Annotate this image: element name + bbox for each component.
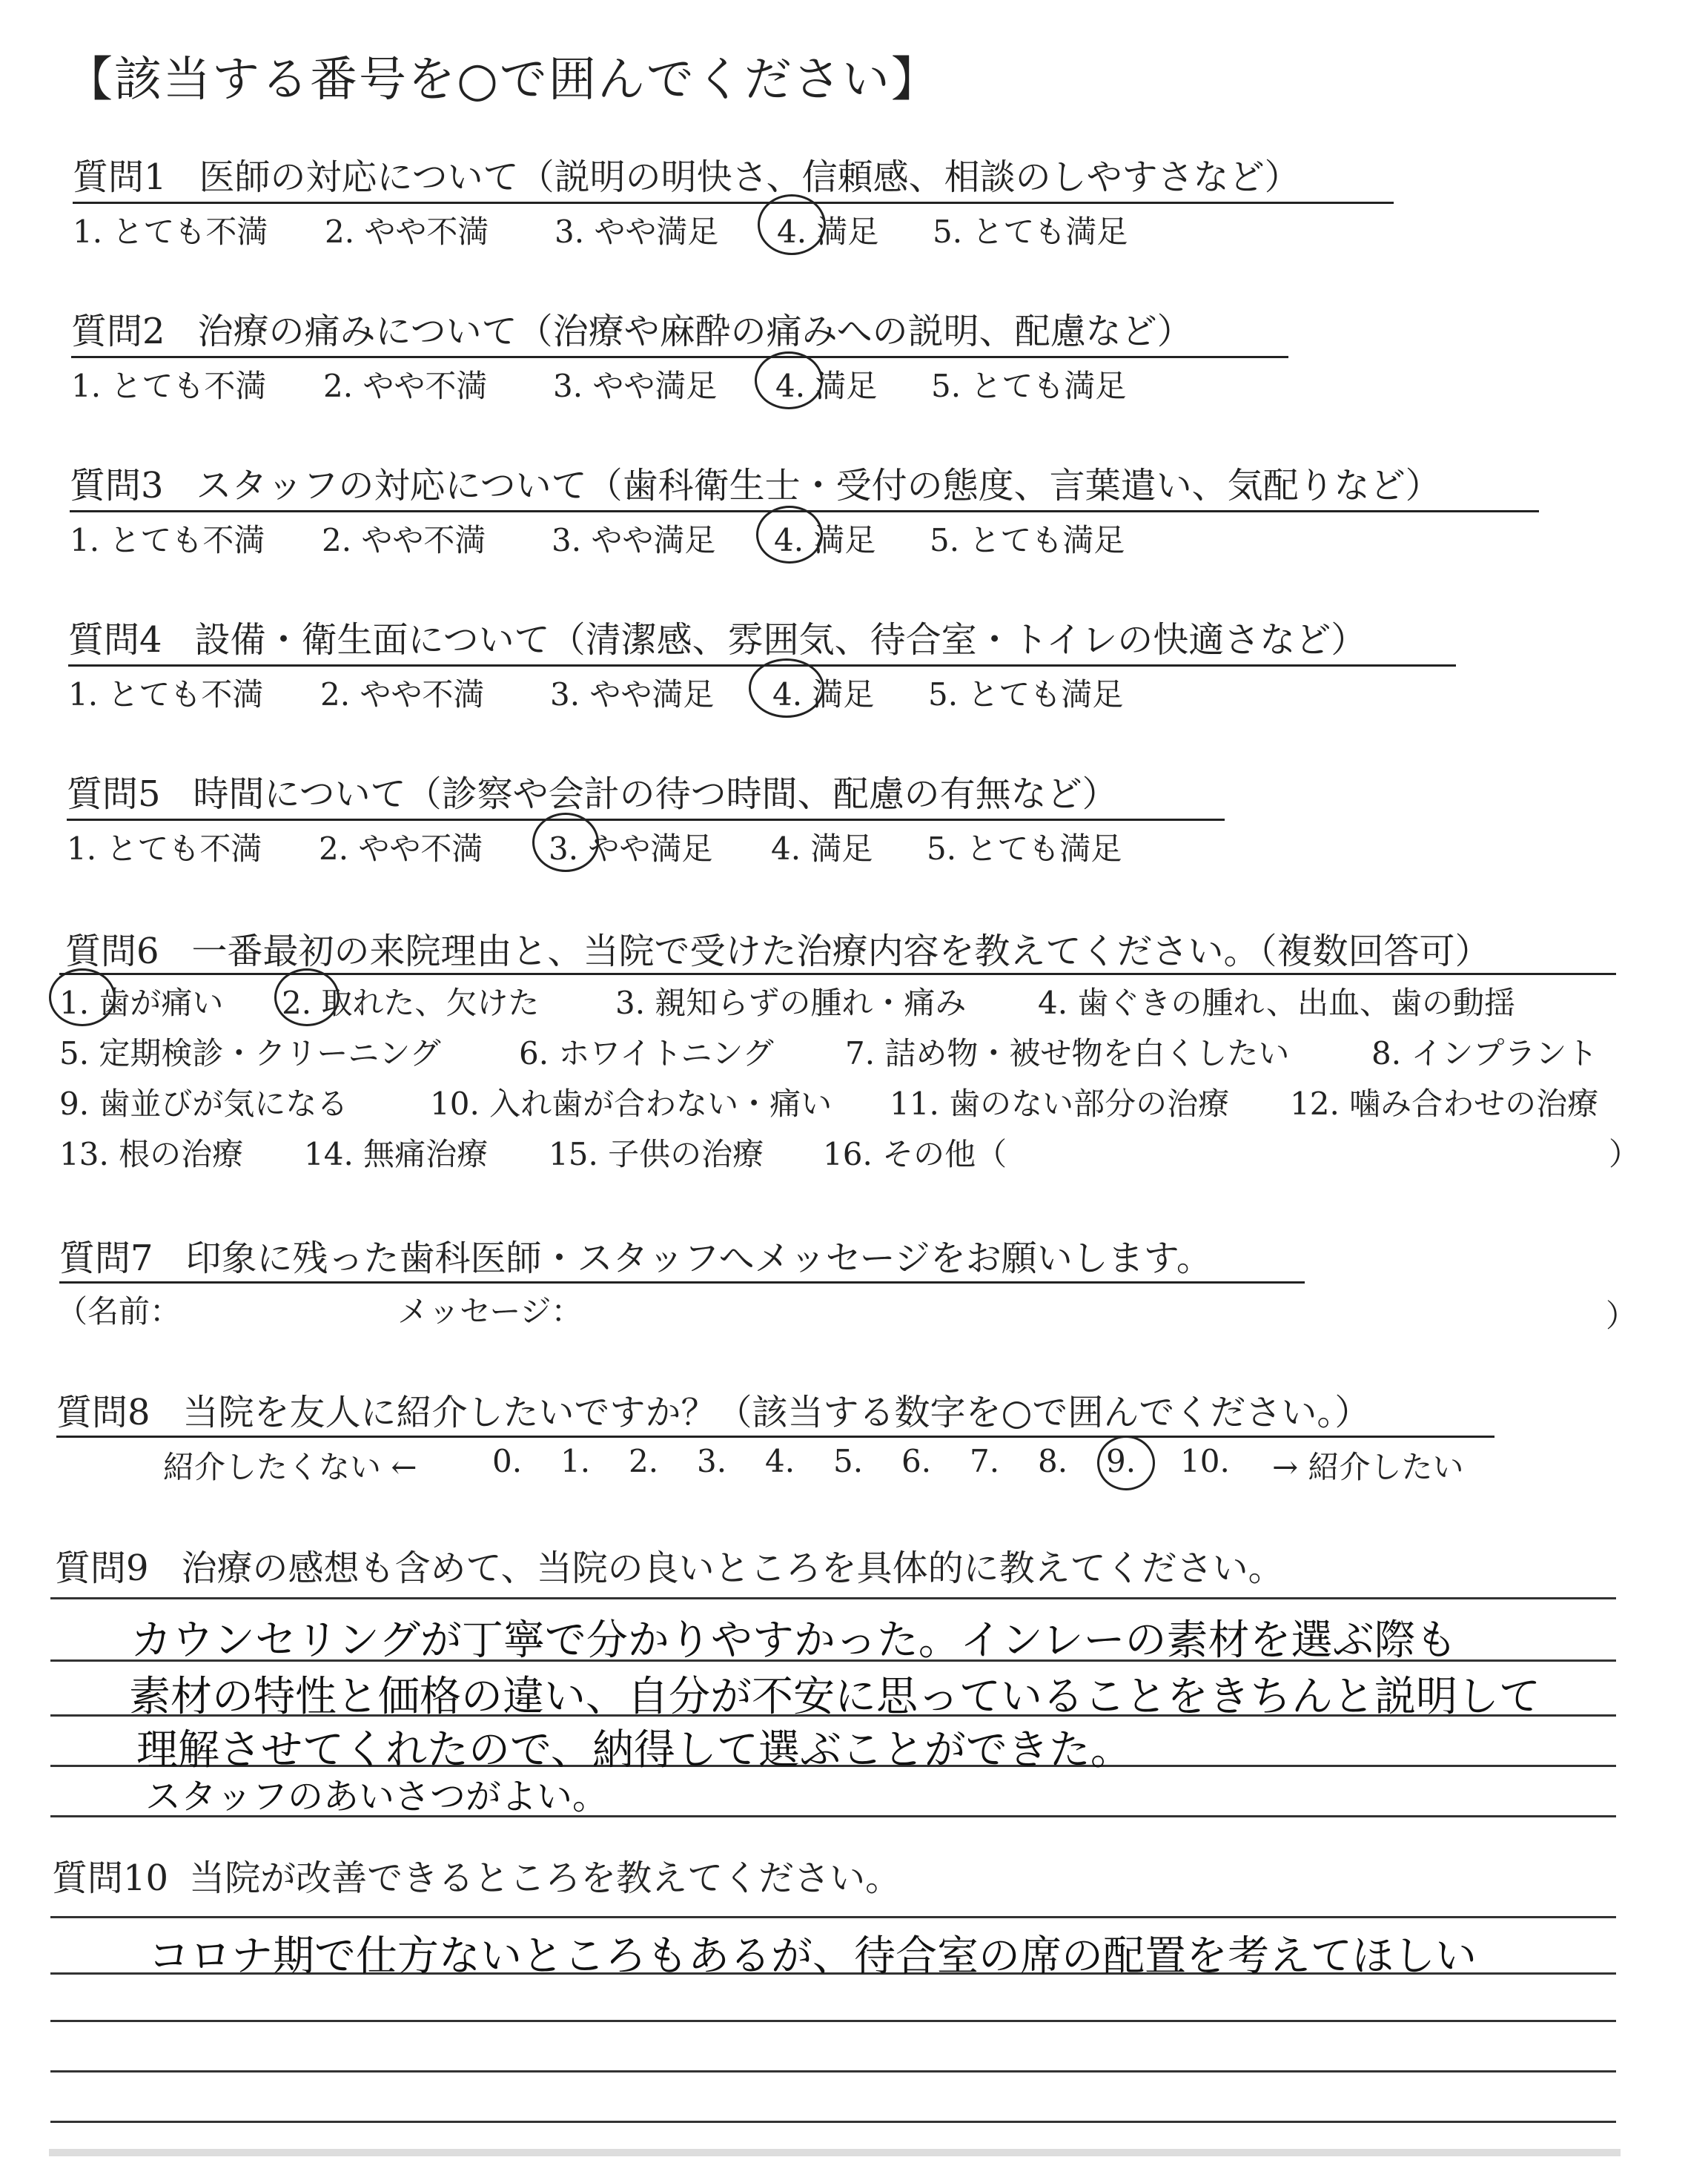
q10-answer-line-1: コロナ期で仕方ないところもあるが、待合室の席の配置を考えてほしい — [148, 1932, 1477, 1981]
q6-option-14[interactable]: 14. 無痛治療 — [304, 1136, 489, 1172]
question-1-text: 医師の対応について（説明の明快さ、信頼感、相談のしやすさなど） — [199, 156, 1300, 198]
q8-number-10[interactable]: 10. — [1180, 1443, 1230, 1479]
q5-selection-circle — [532, 813, 599, 872]
question-4-title — [68, 611, 1366, 662]
q8-number-2[interactable]: 2. — [629, 1443, 659, 1479]
q4-selection-circle — [749, 658, 824, 718]
answer-line — [50, 1916, 1616, 1918]
q6-option-6[interactable]: 6. ホワイトニング — [519, 1035, 774, 1071]
question-8-text: 当院を友人に紹介したいですか？（該当する数字を○で囲んでください。） — [182, 1392, 1371, 1433]
q6-option-15[interactable]: 15. 子供の治療 — [549, 1136, 764, 1172]
question-9-label: 質問9 — [55, 1548, 149, 1589]
question-9-title — [55, 1539, 1284, 1591]
q4-option-1[interactable]: 1. とても不満 — [68, 676, 264, 713]
question-6-text: 一番最初の来院理由と、当院で受けた治療内容を教えてください。（複数回答可） — [191, 931, 1491, 972]
q4-option-3[interactable]: 3. やや満足 — [550, 676, 715, 713]
q4-option-5[interactable]: 5. とても満足 — [928, 676, 1124, 713]
q1-option-2[interactable]: 2. やや不満 — [325, 214, 489, 250]
q3-option-2[interactable]: 2. やや不満 — [322, 522, 486, 558]
q6-selection-circle-2 — [274, 968, 340, 1026]
q6-option-9[interactable]: 9. 歯並びが気になる — [59, 1086, 348, 1122]
q5-option-3[interactable]: 3. やや満足 — [549, 830, 713, 867]
q6-option-8[interactable]: 8. インプラント — [1371, 1035, 1598, 1071]
question-2-label: 質問2 — [71, 311, 165, 352]
question-8-title — [56, 1384, 1370, 1435]
question-1-title — [73, 148, 1300, 199]
question-7-title — [59, 1229, 1212, 1281]
question-3-text: スタッフの対応について（歯科衛生士・受付の態度、言葉遣い、気配りなど） — [196, 465, 1441, 506]
question-1-label: 質問1 — [73, 156, 167, 198]
question-7-label: 質問7 — [59, 1238, 153, 1279]
q8-number-1[interactable]: 1. — [560, 1443, 591, 1479]
page-bottom-edge — [49, 2149, 1621, 2156]
q9-answer-line-4: スタッフのあいさつがよい。 — [145, 1776, 609, 1817]
q6-option-11[interactable]: 11. 歯のない部分の治療 — [890, 1086, 1230, 1122]
q7-close-paren: ） — [1606, 1298, 1638, 1334]
question-2-title — [71, 303, 1193, 354]
question-8-rule — [56, 1436, 1494, 1438]
q8-left-label: 紹介したくない ← — [163, 1449, 417, 1485]
q1-option-5[interactable]: 5. とても満足 — [933, 214, 1128, 250]
q8-number-9[interactable]: 9. — [1106, 1443, 1136, 1479]
q6-selection-circle-1 — [49, 968, 116, 1026]
q8-number-8[interactable]: 8. — [1038, 1443, 1068, 1479]
answer-line — [50, 1597, 1616, 1599]
q1-option-1[interactable]: 1. とても不満 — [73, 214, 268, 250]
q5-option-2[interactable]: 2. やや不満 — [319, 830, 483, 867]
question-5-text: 時間について（診察や会計の待つ時間、配慮の有無など） — [193, 773, 1118, 815]
q8-number-5[interactable]: 5. — [833, 1443, 864, 1479]
q5-option-1[interactable]: 1. とても不満 — [67, 830, 262, 867]
q8-number-0[interactable]: 0. — [492, 1443, 523, 1479]
q1-option-3[interactable]: 3. やや満足 — [555, 214, 719, 250]
question-5-title — [67, 765, 1118, 816]
q9-answer-line-1: カウンセリングが丁寧で分かりやすかった。インレーの素材を選ぶ際も — [130, 1616, 1457, 1665]
q8-number-4[interactable]: 4. — [765, 1443, 795, 1479]
q9-answer-line-2: 素材の特性と価格の違い、自分が不安に思っていることをきちんと説明して — [129, 1673, 1540, 1721]
question-4-text: 設備・衛生面について（清潔感、雰囲気、待合室・トイレの快適さなど） — [194, 619, 1367, 661]
question-8-scale — [163, 1443, 1497, 1487]
q7-name-label: （名前： — [56, 1293, 182, 1330]
question-1-rule — [73, 202, 1394, 204]
question-8-label: 質問8 — [56, 1392, 150, 1433]
q5-option-5[interactable]: 5. とても満足 — [927, 830, 1122, 867]
question-9-text: 治療の感想も含めて、当院の良いところを具体的に教えてください。 — [181, 1548, 1284, 1589]
q2-option-3[interactable]: 3. やや満足 — [553, 368, 718, 404]
question-3-label: 質問3 — [70, 465, 164, 506]
question-2-rule — [71, 356, 1288, 358]
q6-option-3[interactable]: 3. 親知らずの腫れ・痛み — [615, 985, 967, 1021]
question-7-rule — [59, 1281, 1305, 1284]
q2-option-1[interactable]: 1. とても不満 — [71, 368, 267, 404]
question-5-rule — [67, 819, 1225, 821]
q6-option-12[interactable]: 12. 噛み合わせの治療 — [1290, 1086, 1599, 1122]
question-10-title — [52, 1849, 901, 1900]
q6-option-13[interactable]: 13. 根の治療 — [59, 1136, 244, 1172]
q6-option-16[interactable]: 16. その他（ — [823, 1136, 1007, 1172]
q3-option-1[interactable]: 1. とても不満 — [70, 522, 265, 558]
q5-option-4[interactable]: 4. 満足 — [771, 830, 873, 867]
q3-option-3[interactable]: 3. やや満足 — [552, 522, 716, 558]
question-3-title — [70, 457, 1441, 508]
q3-selection-circle — [756, 506, 823, 564]
answer-line — [50, 2121, 1616, 2123]
q6-option-10[interactable]: 10. 入れ歯が合わない・痛い — [430, 1086, 833, 1122]
question-10-label: 質問10 — [52, 1857, 169, 1899]
answer-line — [50, 2020, 1616, 2022]
q6-other-close-paren: ） — [1609, 1136, 1641, 1172]
q6-option-4[interactable]: 4. 歯ぐきの腫れ、出血、歯の動揺 — [1038, 985, 1515, 1021]
q4-option-4[interactable]: 4. 満足 — [772, 676, 875, 713]
q2-selection-circle — [755, 351, 823, 409]
q8-number-6[interactable]: 6. — [901, 1443, 932, 1479]
q8-right-label: → 紹介したい — [1272, 1449, 1464, 1485]
q2-option-2[interactable]: 2. やや不満 — [323, 368, 488, 404]
question-6-label: 質問6 — [65, 931, 159, 972]
q7-message-label: メッセージ： — [397, 1293, 583, 1330]
q1-option-4[interactable]: 4. 満足 — [777, 214, 879, 250]
question-4-label: 質問4 — [68, 619, 162, 661]
question-6-title — [65, 922, 1491, 974]
q9-answer-line-3: 理解させてくれたので、納得して選ぶことができた。 — [136, 1726, 1132, 1774]
q3-option-5[interactable]: 5. とても満足 — [930, 522, 1125, 558]
q6-option-1[interactable]: 1. 歯が痛い — [59, 985, 224, 1021]
q8-number-3[interactable]: 3. — [697, 1443, 727, 1479]
q1-selection-circle — [758, 194, 826, 255]
q2-option-5[interactable]: 5. とても満足 — [931, 368, 1127, 404]
q6-option-5[interactable]: 5. 定期検診・クリーニング — [59, 1035, 441, 1071]
form-header: 【該当する番号を○で囲んでください】 — [65, 53, 940, 108]
q6-option-2[interactable]: 2. 取れた、欠けた — [282, 985, 540, 1021]
question-2-text: 治療の痛みについて（治療や麻酔の痛みへの説明、配慮など） — [197, 311, 1193, 352]
answer-line — [50, 2070, 1616, 2073]
question-6-options — [59, 979, 1641, 1172]
question-5-label: 質問5 — [67, 773, 161, 815]
q4-option-2[interactable]: 2. やや不満 — [320, 676, 485, 713]
q6-option-7[interactable]: 7. 詰め物・被せ物を白くしたい — [845, 1035, 1290, 1071]
q2-option-4[interactable]: 4. 満足 — [775, 368, 878, 404]
question-10-text: 当院が改善できるところを教えてください。 — [189, 1857, 901, 1899]
question-7-text: 印象に残った歯科医師・スタッフへメッセージをお願いします。 — [185, 1238, 1212, 1279]
q8-number-7[interactable]: 7. — [970, 1443, 1000, 1479]
question-7-fields — [56, 1287, 1638, 1334]
q3-option-4[interactable]: 4. 満足 — [774, 522, 876, 558]
q8-selection-circle — [1097, 1436, 1155, 1490]
